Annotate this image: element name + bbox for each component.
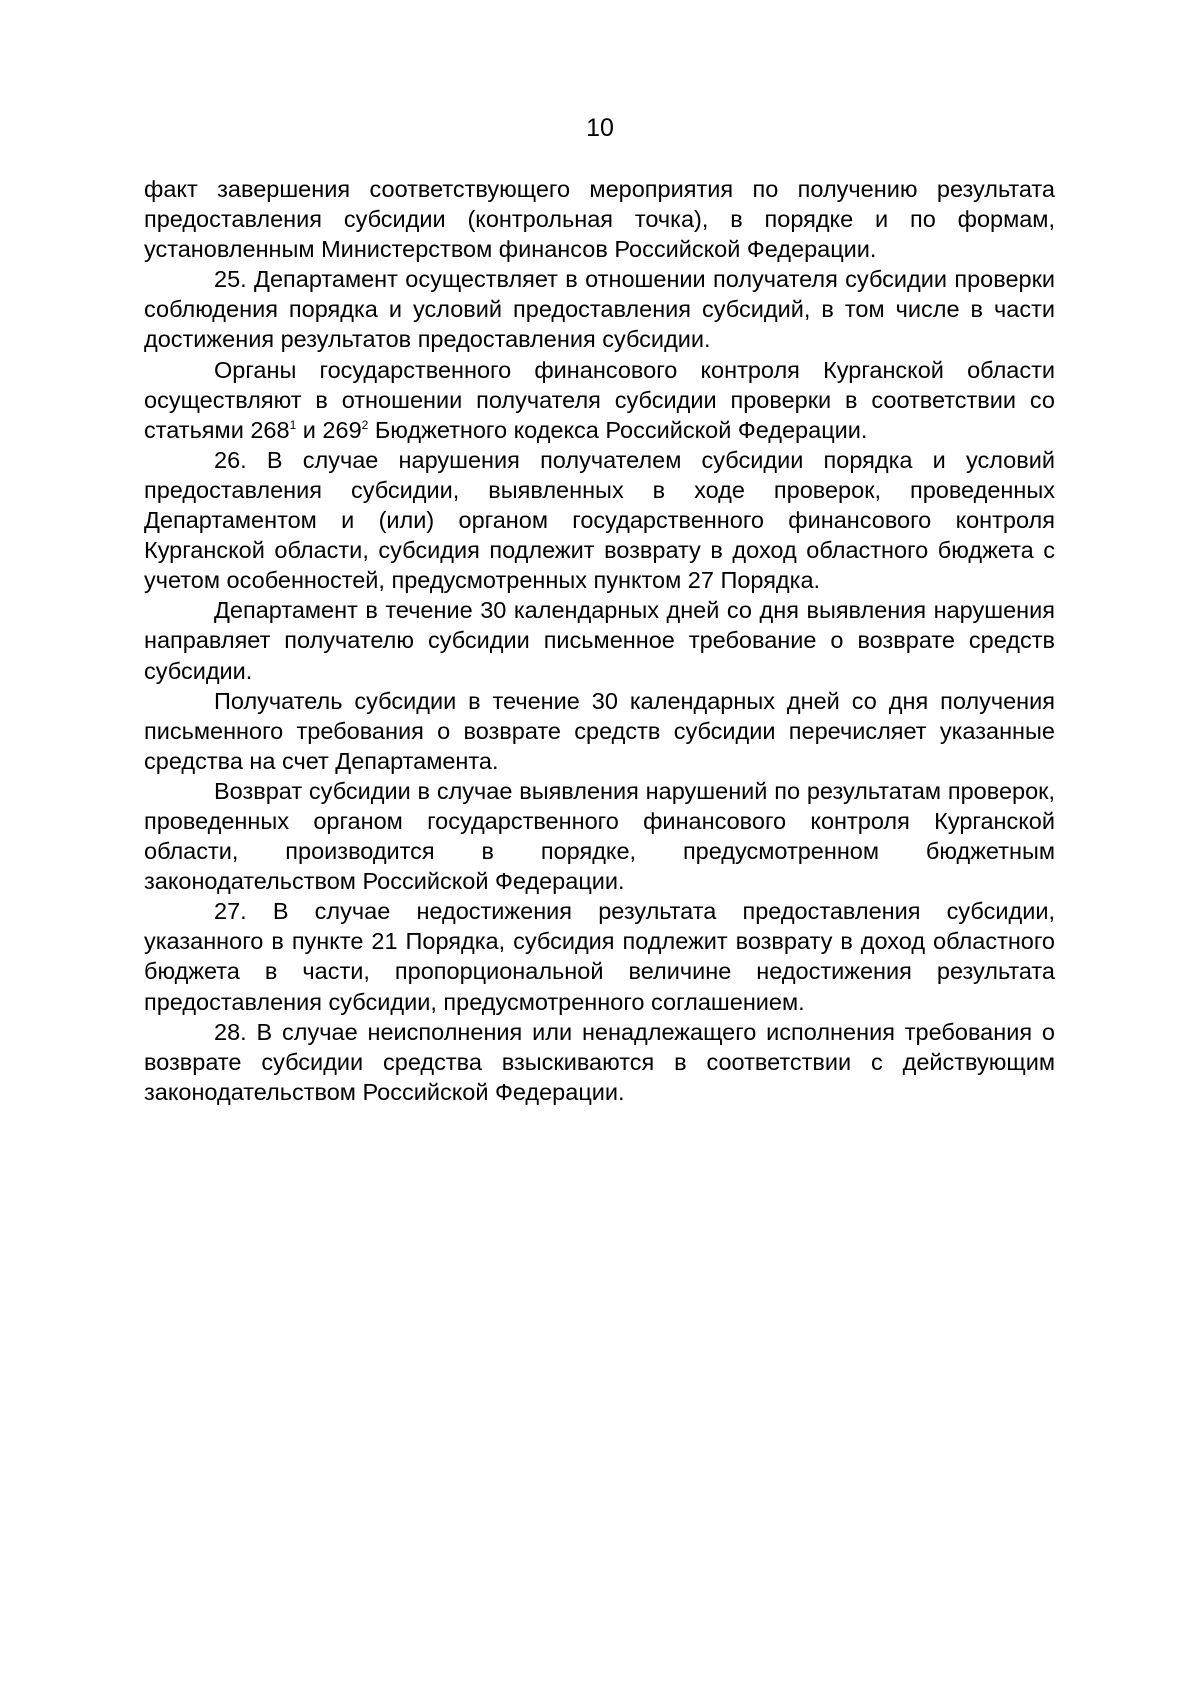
paragraph-item-25: 25. Департамент осуществляет в отношении получателя субсидии проверки соблюдения порядка и условий предоставления субсидий, в том числе в части достижения результатов предоставления субсидии. <box>144 266 1055 353</box>
paragraph-return-procedure: Возврат субсидии в случае выявления нарушений по результатам проверок, проведенных органом государственного финансового контроля Курганской области, производится в порядке, предусмотренном бюджетным законодательством Российской Федерации. <box>144 777 1055 895</box>
paragraph-recipient-transfer: Получатель субсидии в течение 30 календарных дней со дня получения письменного требования о возврате средств субсидии перечисляет указанные средства на счет Департамента. <box>144 687 1055 774</box>
superscript-mark: 2 <box>361 417 369 432</box>
paragraph-item-28: 28. В случае неисполнения или ненадлежащего исполнения требования о возврате субсидии средства взыскиваются в соответствии с действующим законодательством Российской Федерации. <box>144 1018 1055 1105</box>
paragraph-text-part: Органы государственного финансового контроля Курганской области осуществляют в отношении получателя субсидии проверки в соответствии со статьями 268 <box>144 356 1055 443</box>
page-number: 10 <box>586 114 614 142</box>
superscript-mark: 1 <box>289 417 297 432</box>
paragraph-text-part: Бюджетного кодекса Российской Федерации. <box>368 416 868 443</box>
paragraph-text-part: и 269 <box>296 416 362 443</box>
paragraph-continuation: факт завершения соответствующего мероприятия по получению результата предоставления субсидии (контрольная точка), в порядке и по формам, установленным Министерством финансов Российской Федерации. <box>144 176 1055 263</box>
paragraph-item-26: 26. В случае нарушения получателем субсидии порядка и условий предоставления субсидии, выявленных в ходе проверок, проведенных Департаментом и (или) органом государственного финансового контроля Курганской области, субсидия подлежит возврату в доход областного бюджета с учетом особенностей, предусмотренных пунктом 27 Порядка. <box>144 446 1055 594</box>
paragraph-financial-control <box>144 355 1055 445</box>
document-body <box>144 174 1055 1107</box>
paragraph-item-27: 27. В случае недостижения результата предоставления субсидии, указанного в пункте 21 Порядка, субсидия подлежит возврату в доход областного бюджета в части, пропорциональной величине недостижения результата предоставления субсидии, предусмотренного соглашением. <box>144 898 1055 1015</box>
paragraph-department-notice: Департамент в течение 30 календарных дней со дня выявления нарушения направляет получателю субсидии письменное требование о возврате средств субсидии. <box>144 597 1055 684</box>
